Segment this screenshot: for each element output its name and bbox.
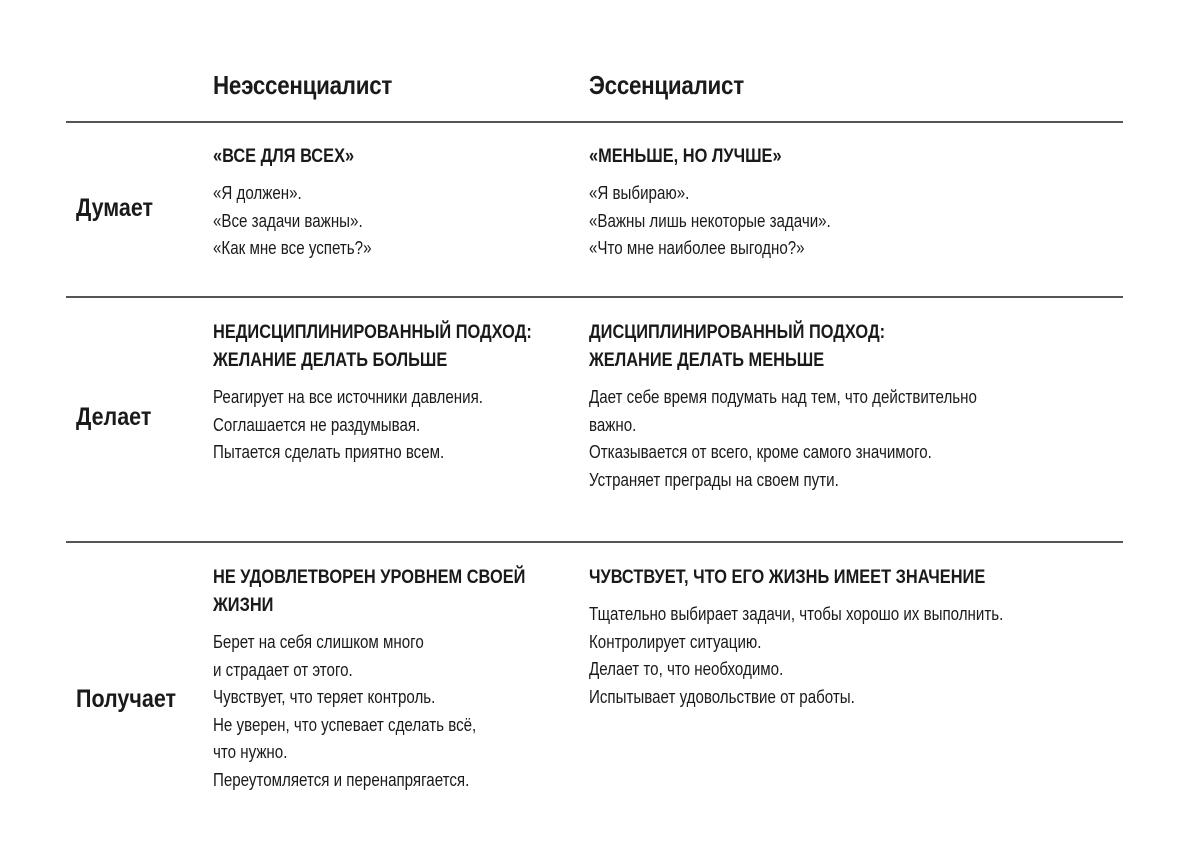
cell-line: «Я выбираю». bbox=[589, 183, 690, 203]
cell-line: «Все задачи важны». bbox=[213, 210, 363, 231]
cell-line: Делает то, что необходимо. bbox=[589, 659, 784, 679]
table-divider bbox=[66, 121, 1123, 123]
cell-title bbox=[589, 142, 1135, 170]
column-header-essentialist: Эссенциалист bbox=[589, 70, 744, 100]
cell-nonessentialist-thinks bbox=[213, 142, 557, 263]
cell-line: Реагирует на все источники давления. bbox=[213, 387, 483, 407]
cell-line: что нужно. bbox=[213, 742, 288, 762]
cell-line: «Как мне все успеть?» bbox=[213, 238, 372, 258]
cell-essentialist-gets bbox=[589, 563, 1135, 711]
cell-line: Не уверен, что успевает сделать всё, bbox=[213, 714, 477, 735]
cell-title bbox=[213, 563, 557, 619]
cell-line: «Я должен». bbox=[213, 183, 302, 203]
table-divider bbox=[66, 296, 1123, 298]
cell-title-line: «ВСЕ ДЛЯ ВСЕХ» bbox=[213, 145, 355, 167]
cell-line: важно. bbox=[589, 414, 637, 435]
cell-line: «Важны лишь некоторые задачи». bbox=[589, 210, 831, 231]
cell-line: Чувствует, что теряет контроль. bbox=[213, 687, 436, 707]
row-label-gets: Получает bbox=[76, 685, 177, 713]
cell-nonessentialist-gets bbox=[213, 563, 557, 794]
column-header-nonessentialist: Неэссенциалист bbox=[213, 70, 393, 100]
cell-title-line: ЖИЗНИ bbox=[213, 594, 274, 616]
cell-title bbox=[589, 563, 1135, 591]
cell-line: Контролирует ситуацию. bbox=[589, 631, 762, 652]
cell-line: Переутомляется и перенапрягается. bbox=[213, 769, 470, 790]
cell-line: Берет на себя слишком много bbox=[213, 632, 424, 652]
cell-title-line: ЖЕЛАНИЕ ДЕЛАТЬ БОЛЬШЕ bbox=[213, 349, 448, 371]
cell-line: Устраняет преграды на своем пути. bbox=[589, 469, 839, 490]
cell-title-line: «МЕНЬШЕ, НО ЛУЧШЕ» bbox=[589, 145, 782, 167]
cell-title bbox=[213, 318, 557, 374]
cell-title-line: НЕДИСЦИПЛИНИРОВАННЫЙ ПОДХОД: bbox=[213, 321, 532, 343]
table-divider bbox=[66, 541, 1123, 543]
cell-essentialist-thinks bbox=[589, 142, 1135, 263]
cell-line: Тщательно выбирает задачи, чтобы хорошо их выполнить. bbox=[589, 604, 1004, 624]
cell-line: Испытывает удовольствие от работы. bbox=[589, 686, 855, 707]
cell-title-line: НЕ УДОВЛЕТВОРЕН УРОВНЕМ СВОЕЙ bbox=[213, 566, 526, 588]
cell-line: Пытается сделать приятно всем. bbox=[213, 442, 445, 462]
cell-title bbox=[213, 142, 557, 170]
cell-essentialist-does bbox=[589, 318, 1135, 494]
cell-title-line: ЧУВСТВУЕТ, ЧТО ЕГО ЖИЗНЬ ИМЕЕТ ЗНАЧЕНИЕ bbox=[589, 566, 986, 588]
cell-line: Дает себе время подумать над тем, что действительно bbox=[589, 387, 977, 407]
cell-line: и страдает от этого. bbox=[213, 659, 353, 680]
cell-line: Соглашается не раздумывая. bbox=[213, 414, 421, 435]
cell-line: Отказывается от всего, кроме самого значимого. bbox=[589, 442, 932, 462]
cell-title-line: ЖЕЛАНИЕ ДЕЛАТЬ МЕНЬШЕ bbox=[589, 349, 825, 371]
cell-nonessentialist-does bbox=[213, 318, 557, 467]
cell-title-line: ДИСЦИПЛИНИРОВАННЫЙ ПОДХОД: bbox=[589, 321, 886, 343]
row-label-does: Делает bbox=[76, 403, 152, 431]
cell-title bbox=[589, 318, 1135, 374]
cell-line: «Что мне наиболее выгодно?» bbox=[589, 238, 805, 258]
row-label-thinks: Думает bbox=[76, 194, 154, 222]
